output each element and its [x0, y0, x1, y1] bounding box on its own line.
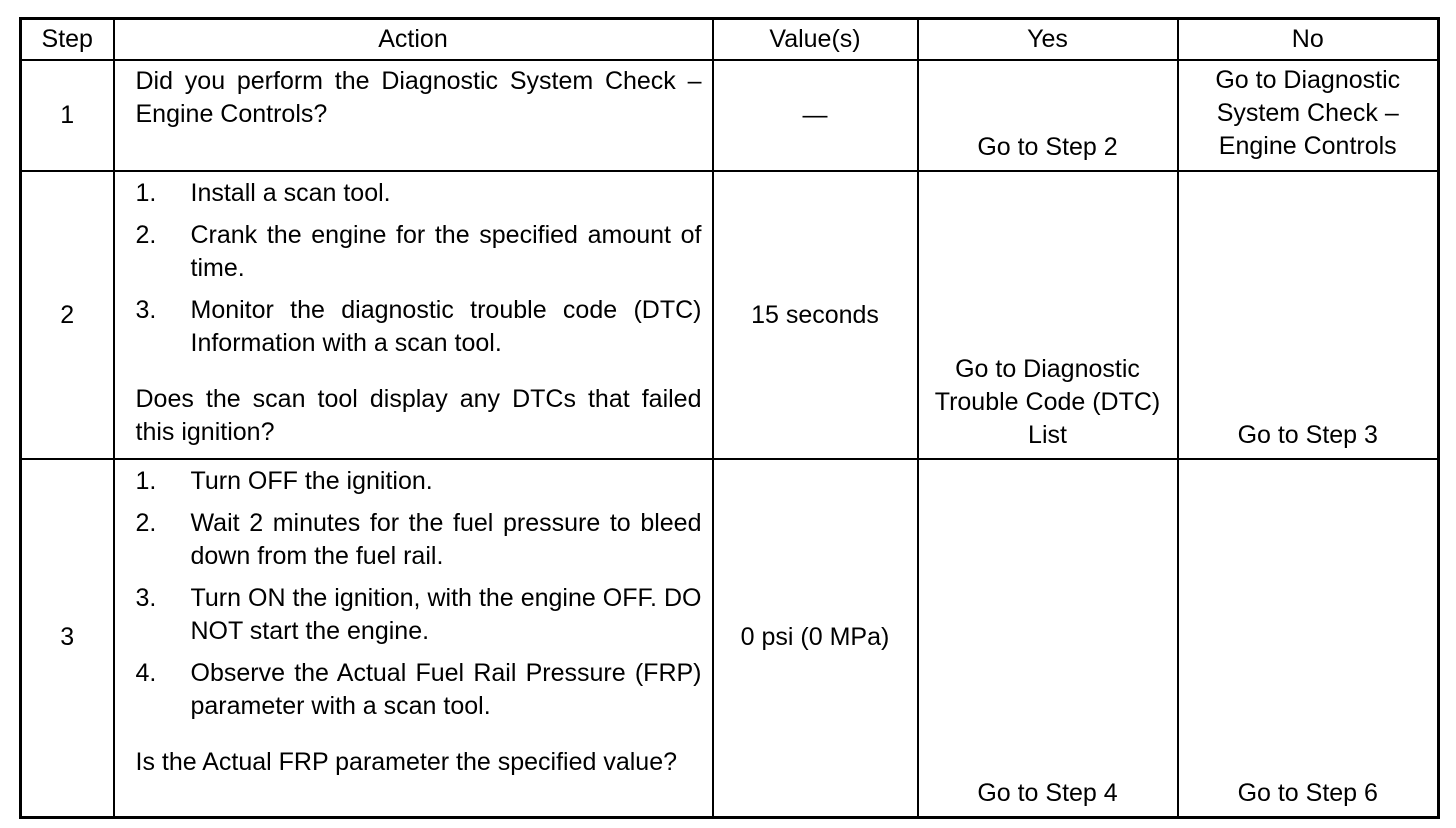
value-cell: — [713, 60, 918, 171]
step-item-number: 4. [135, 659, 157, 687]
step-number: 3 [21, 459, 114, 817]
step-item-text: Turn OFF the ignition. [190, 467, 433, 495]
header-no: No [1178, 19, 1439, 61]
action-steps [136, 177, 702, 360]
step-item-text: Turn ON the ignition, with the engine OFF. DO NOT start the engine. [190, 584, 702, 645]
no-cell: Go to Step 6 [1178, 459, 1439, 817]
step-item-text: Install a scan tool. [190, 179, 391, 207]
action-question: Is the Actual FRP parameter the specified value? [135, 748, 678, 776]
step-item-number: 3. [135, 296, 157, 324]
step-item-number: 3. [135, 584, 157, 612]
table-row [21, 60, 1439, 171]
yes-cell: Go to Step 4 [918, 459, 1178, 817]
header-action: Action [114, 19, 713, 61]
yes-cell: Go to Diagnostic Trouble Code (DTC) List [918, 171, 1178, 459]
action-step [136, 582, 702, 648]
step-number: 2 [21, 171, 114, 459]
table-row [21, 459, 1439, 817]
action-step [136, 657, 702, 723]
value-cell: 15 seconds [713, 171, 918, 459]
action-cell [114, 459, 713, 817]
action-question: Does the scan tool display any DTCs that failed this ignition? [135, 385, 702, 446]
header-step: Step [21, 19, 114, 61]
action-cell [114, 171, 713, 459]
yes-cell: Go to Step 2 [918, 60, 1178, 171]
step-item-text: Wait 2 minutes for the fuel pressure to bleed down from the fuel rail. [190, 509, 702, 570]
action-step [136, 294, 702, 360]
header-yes: Yes [918, 19, 1178, 61]
step-item-number: 1. [135, 467, 157, 495]
step-item-number: 2. [135, 221, 157, 249]
step-item-text: Monitor the diagnostic trouble code (DTC) Information with a scan tool. [190, 296, 702, 357]
action-step [136, 507, 702, 573]
action-step [136, 219, 702, 285]
diagnostic-table [19, 17, 1440, 819]
action-question: Did you perform the Diagnostic System Check – Engine Controls? [135, 67, 702, 128]
action-step [136, 177, 702, 210]
no-cell: Go to Diagnostic System Check – Engine Controls [1178, 60, 1439, 171]
step-item-text: Observe the Actual Fuel Rail Pressure (FRP) parameter with a scan tool. [190, 659, 702, 720]
header-values: Value(s) [713, 19, 918, 61]
action-steps [136, 465, 702, 723]
step-number: 1 [21, 60, 114, 171]
value-cell: 0 psi (0 MPa) [713, 459, 918, 817]
step-item-text: Crank the engine for the specified amount of time. [190, 221, 702, 282]
action-step [136, 465, 702, 498]
step-item-number: 2. [135, 509, 157, 537]
action-cell [114, 60, 713, 171]
table-row [21, 171, 1439, 459]
header-row [21, 19, 1439, 61]
step-item-number: 1. [135, 179, 157, 207]
no-cell: Go to Step 3 [1178, 171, 1439, 459]
